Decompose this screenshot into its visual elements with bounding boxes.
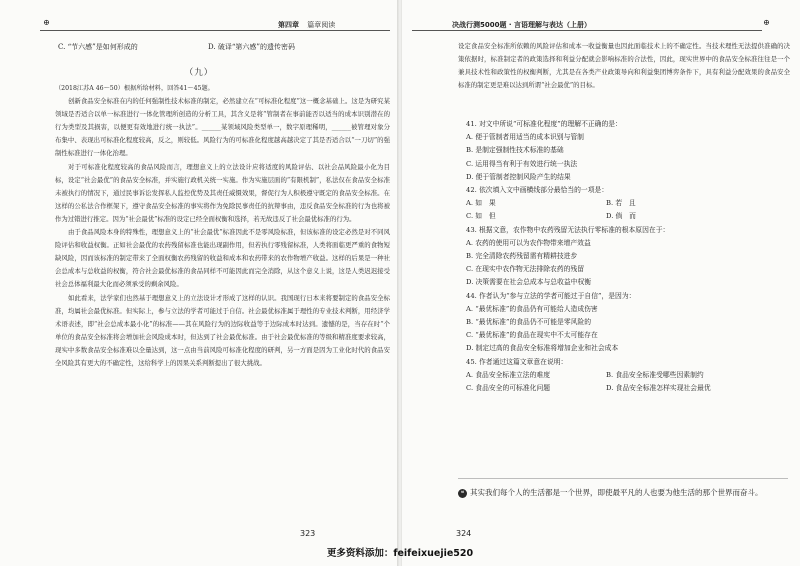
question-stem: 44. 作者认为“参与立法的学者可能过于自信”，是因为： <box>466 291 636 300</box>
section-label: 篇章阅读 <box>307 21 336 29</box>
option-42-b[interactable]: B. 若 且 <box>606 199 636 208</box>
footer-note: 更多资料添加：feifeixuejie520 <box>326 548 474 559</box>
motto-text: 其实我们每个人的生活都是一个世界，即使最平凡的人也要为他生活的那个世界而奋斗。 <box>470 488 763 497</box>
passage-paragraph-2: 对于可标准化程度较高的食品风险而言，理想意义上的立法设计应将适度的风险评估、以社会品风险最小化为目标，设定“社会最优”的食品安全标准，并实施行政机关统一实施。作为实施层面的“有限机制”，私法仅在食品安全标准未被执行的情况下，通过民事诉讼发挥私人监控优势及其责任威慑效果，督促行为人积极遵守既定的食品安全标准。在这样的公私法合作框架下，遵守食品安全标准的事实将作为免除民事责任的抗辩事由，违反食品安全标准的行为也将被作为过错进行推定。因为“社会最优”标准的设定已经全面权衡和选择，若无故违反了社会最优标准的行为。 <box>55 162 390 223</box>
passage-paragraph-1: 创新食品安全标准在内的任何强制性技术标准的制定，必然建立在“可标准化程度”这一概念基础上。这是为研究某领域是否适合以单一标准进行一体化管理所创造的分析工具，其含义是将“管制者在事前能否以适当的成本识别潜在的行为类型及其损害，以便更有效地进行统一执法”。______某领域风险类型单一，数字原理稀明，______被管理对象分布集中、表现出可标准化程度较高，反之，则较低。风险行为的可标准化程度越高越决定了其是否适合以“一刀切”的强制性标准进行一体化治理。 <box>55 97 390 158</box>
question-42 <box>466 184 786 224</box>
option-44-a[interactable]: A. “最优标准”的食品仍有可能给人造成伤害 <box>466 304 598 313</box>
option-43-b[interactable]: B. 完全清除农药残留需有精耕技进步 <box>466 252 578 261</box>
chapter-label: 第四章 <box>278 21 299 29</box>
passage-source: （2018江苏A 46～50）根据所给材料，回答41～45题。 <box>55 85 214 92</box>
option-row <box>466 197 786 210</box>
passage-body <box>55 82 390 370</box>
left-header <box>278 20 335 30</box>
option-row <box>466 382 786 395</box>
header-rule <box>40 30 390 31</box>
question-45 <box>466 356 786 396</box>
passage-paragraph-4: 如此看来，法学家们也然基于理想意义上的立法设计才形成了这样的认识。我国现行日本来将要制定的食品安全标准，均属社会最优标准。但实际上，参与立法的学者可能过于自信。社会最优标准属于理性的专业技术判断，用经济学术语表述，即“社会总成本最小化”的标准——其在风险行为的边际收益等于边际成本时达到。遗憾的是，当存在时“个单位的食品安全标准将会增加社会风险成本时，但达到了社会最优标准。由于社会最优标准的等级和精准度要求较高，现实中多数食品安全标准难以全量达到，这一点由当前风险可标准化程度的研判，另一方面是因为工业化时代的食品安全风险其有更大的不确定性，这给科学上的因果关系判断提出了很大挑战。 <box>55 293 390 367</box>
page-number-right: 324 <box>456 529 472 538</box>
option-45-a[interactable]: A. 食品安全标准立法的难度 <box>466 370 550 379</box>
passage-continued-text: 设定食品安全标准所依赖的风险评估和成本一收益衡量也因此面临技术上的不确定性。当技术理性无法提供准确的决策依据时，标准制定者的政策选择和利益分配就会影响标准的合法性，因此，现实世界中的食品安全标准往往是一个兼具技术性和政策性的权衡判断，尤其是在各类产业政策导向和利益集团博弈条件下，具有利益分配效果的食品安全标准的制定更是难以达到所谓“社会最优”的目标。 <box>458 42 790 90</box>
option-44-c[interactable]: C. “最优标准”的食品在现实中不太可能存在 <box>466 331 598 340</box>
top-option-d: D. 破译“第六感”的遗传密码 <box>208 43 295 51</box>
option-45-c[interactable]: C. 食品安全的可标准化问题 <box>466 384 551 393</box>
option-42-d[interactable]: D. 倘 而 <box>606 212 636 221</box>
question-43 <box>466 224 786 290</box>
option-41-a[interactable]: A. 便于管制者用适当的成本识别与管制 <box>466 133 584 142</box>
question-stem: 43. 根据文意，农作物中农药残留无法执行零标准的根本原因在于： <box>466 225 670 234</box>
print-mark-left-icon: ⊕ <box>43 18 50 27</box>
page-number-left: 323 <box>300 529 316 538</box>
option-45-d[interactable]: D. 食品安全标准怎样实现社会最优 <box>606 384 711 393</box>
question-41 <box>466 118 786 184</box>
top-options <box>58 41 295 54</box>
option-41-c[interactable]: C. 运用得当有利于有效进行统一执法 <box>466 159 578 168</box>
option-41-b[interactable]: B. 是制定强制性技术标准的基础 <box>466 146 564 155</box>
question-stem: 42. 依次填入文中画横线部分最恰当的一项是： <box>466 186 609 195</box>
print-mark-right-icon: ⊕ <box>763 18 770 27</box>
option-42-c[interactable]: C. 如 但 <box>466 212 496 221</box>
option-44-d[interactable]: D. 制定过高的食品安全标准将增加企业和社会成本 <box>466 344 619 353</box>
option-44-b[interactable]: B. “最优标准”的食品仍不可能是零风险的 <box>466 318 592 327</box>
motto-quote <box>458 486 788 499</box>
option-41-d[interactable]: D. 便于管制者控制风险产生的结果 <box>466 172 571 181</box>
question-44 <box>466 290 786 356</box>
top-option-c: C. “节六感”是如何形成的 <box>58 43 138 51</box>
quote-divider <box>458 478 788 479</box>
option-42-a[interactable]: A. 如 果 <box>466 199 496 208</box>
option-row <box>466 210 786 223</box>
passage-paragraph-3: 由于食品风险本身的特殊性，理想意义上的“社会最优”标准因此不是零风险标准，但该标准的设定必然是对不同风险评估和收益权衡。正如社会最优的农药残留标准也能出现副作用，但若执行零残留标准，人类将面临更严重的食物短缺风险，因而该标准的制定带来了全面权衡农药残留的收益和成本和农药带来的农作物增产收益。这样的后果是一种社会总成本与总收益的权衡，符合社会最优标准的食品同样不可能因此而完全消除，从这个意义上说，这是人类迟迟接受社会总体福利最大化而必须承受的剩余风险。 <box>55 228 390 289</box>
option-43-c[interactable]: C. 在现实中农作物无法排除农药的残留 <box>466 265 585 274</box>
question-stem: 45. 作者通过这篇文章意在说明： <box>466 357 568 366</box>
option-row <box>466 369 786 382</box>
quote-icon: ❝ <box>458 489 467 498</box>
option-45-b[interactable]: B. 食品安全标准受哪些因素制约 <box>606 370 704 379</box>
passage-title: （九） <box>184 68 214 78</box>
passage-continued <box>458 40 790 92</box>
questions <box>466 118 786 395</box>
right-header: 决战行测5000题 · 言语理解与表达（上册） <box>452 21 592 29</box>
right-page <box>402 0 800 566</box>
question-stem: 41. 对文中所说“可标准化程度”的理解不正确的是： <box>466 120 622 128</box>
option-43-a[interactable]: A. 农药的使用可以为农作物带来增产效益 <box>466 238 591 247</box>
option-43-d[interactable]: D. 决策需要在社会总成本与总收益中权衡 <box>466 278 592 287</box>
left-page <box>0 0 398 566</box>
header-rule-right <box>412 30 762 31</box>
